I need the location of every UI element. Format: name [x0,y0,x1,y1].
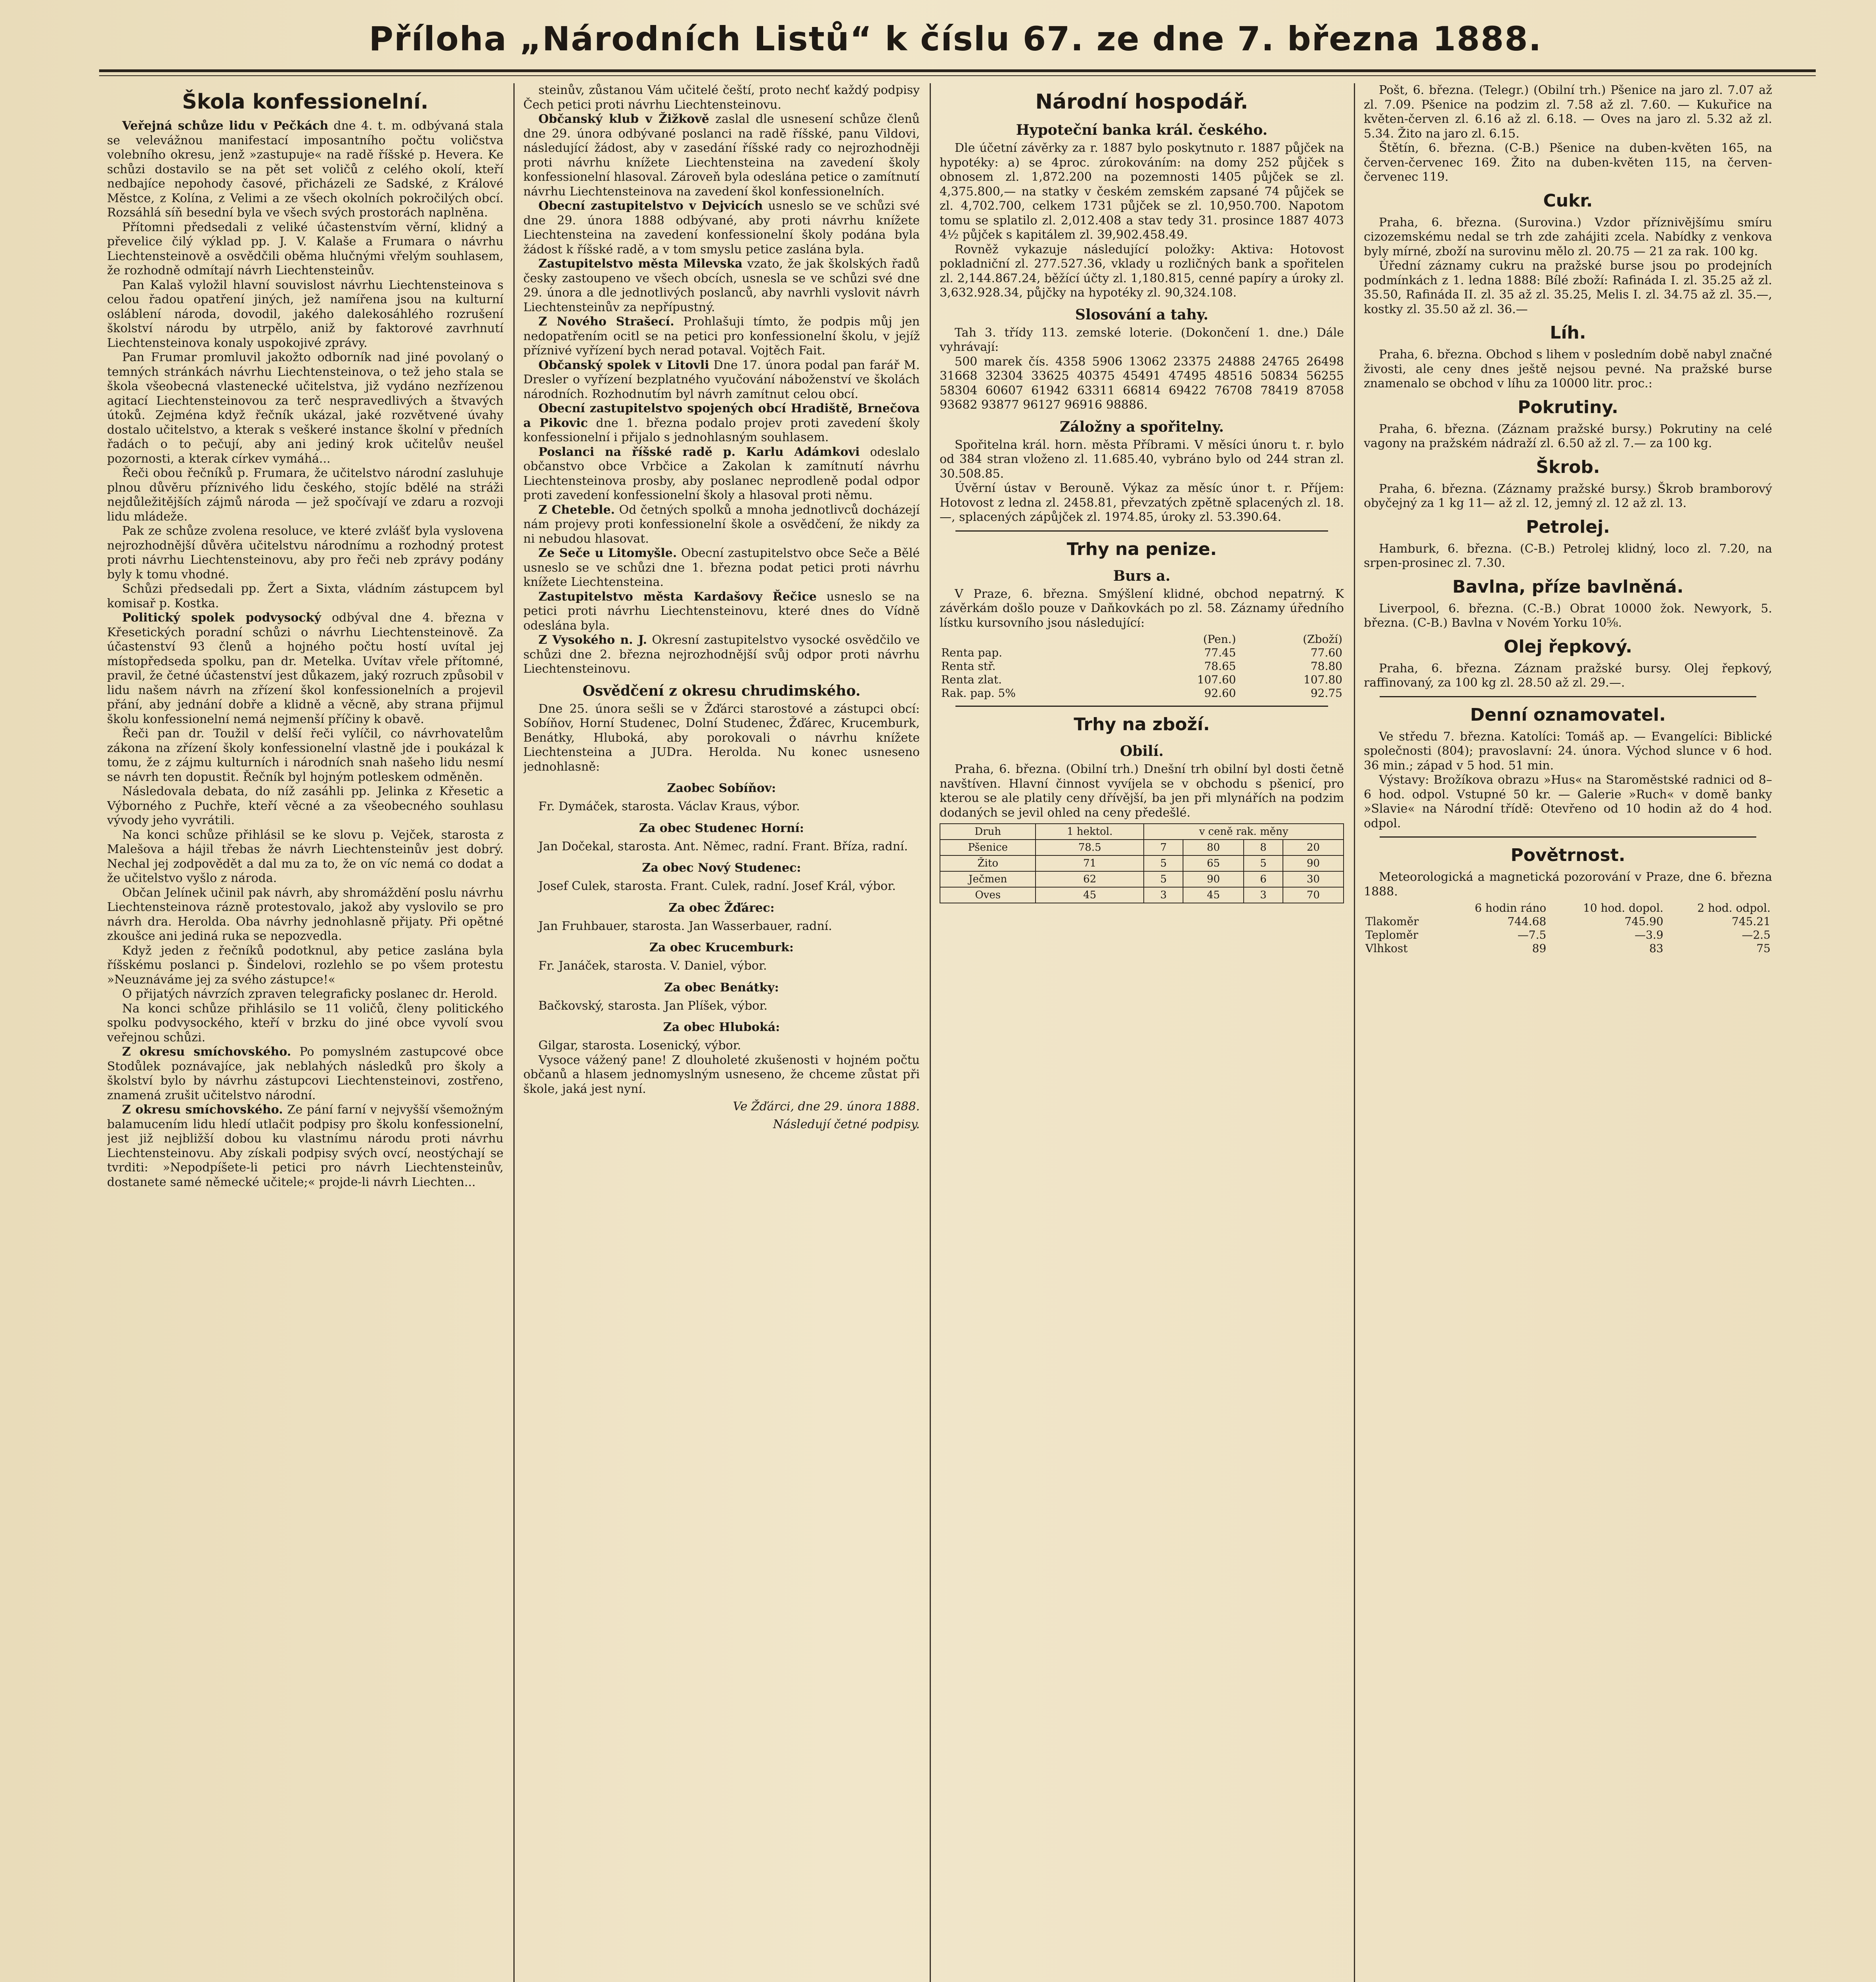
table-cell: 3 [1244,887,1283,903]
article-title: Škola konfessionelní. [182,90,429,114]
paragraph: O přijatých návrzích zpraven telegraficky poslanec dr. Herold. [122,987,498,1001]
paragraph [107,119,503,220]
table-cell: 5 [1144,871,1183,887]
paragraph: Praha, 6. března. (Záznam pražské bursy.) Pokrutiny na celé vagony na pražském nádraží zl. 6.50 až zl. 7.— za 100 kg. [1364,422,1772,450]
signatory-heading: Zaobec Sobíňov: [667,781,776,795]
table-row [1364,928,1772,942]
signatory-heading: Za obec Žďárec: [668,901,775,915]
table-header: Druh [940,824,1036,840]
table-row [1364,915,1772,928]
text: odbýval dne 4. března v Křesetických poradní schůzi o návrhu Liechtensteinově. Za účastenství 93 členů a hojného počtu hostí uvítal jej místopředseda spolku, pan dr. Metelka. Uvítav vřele přítomné, pravil, že četné účastenství jest důkazem, jaký rozruch způsobil v lidu našem návrh na zřízení škol konfessionelních a projevil přání, aby jednání dobře a klidně a věcně, aby strana přijmul školu konfessionelní nemá nejmenší příčiny k obavě. [107,611,503,726]
paragraph: V Praze, 6. března. Smýšlení klidné, obchod nepatrný. K závěrkám došlo pouze v Daňkovkách po zl. 58. Záznamy úředního lístku kursovního jsou následující: [940,587,1344,630]
column-3 [940,83,1344,1982]
signatory-heading: Za obec Benátky: [664,980,779,995]
subsection-title: Obilí. [1120,743,1164,760]
table-cell: 90 [1283,855,1344,871]
paragraph: Řeči obou řečníků p. Frumara, že učitelstvo národní zasluhuje plnou důvěru příznivého lidu českého, stojíc bdělé na stráži nejdůležitějších zájmů národa — jež spočívají ve zdaru a rozvoji lidu mládeže. [107,466,503,524]
section-rule [1380,696,1756,697]
table-cell: 745.21 [1732,915,1771,928]
table-cell: —2.5 [1742,928,1771,941]
table-row [940,840,1344,855]
text: dne 4. t. m. odbývaná stala se velevážnou manifestací imposantního počtu voličstva volebního okresu, jenž »zastupuje« na radě říšské p. Hevera. Ke schůzi dostavilo se na pět set voličů z celého okolí, kteří nedbajíce nepohody časové, přicházeli ze Sadské, z Králové Městce, z Kolína, z Velimi a ze všech okolních pokročilých obcí. Rozsáhlá síň besední byla ve všech svých prostorách naplněna. [107,119,503,220]
table-row [940,855,1344,871]
table-cell: Žito [940,855,1036,871]
section-lead: Zastupitelstvo města Kardašovy Řečice [538,589,817,604]
signatures-note: Následují četné podpisy. [773,1117,920,1131]
paragraph [523,358,920,402]
lead-in: Veřejná schůze lidu v Pečkách [122,119,329,133]
table-cell: Renta zlat. [941,673,1002,686]
column-divider [513,83,515,1982]
table-header-row [940,633,1344,646]
table-row [940,687,1344,700]
table-cell: Pšenice [940,840,1036,855]
section-title: Trhy na penize. [1066,539,1217,559]
table-cell: 71 [1036,855,1144,871]
paragraph: Praha, 6. března. (Obilní trh.) Dnešní trh obilní byl dosti četně navštíven. Hlavní činnost vyvíjela se v obchodu s pšenicí, pro kterou se ale platily ceny dřívější, ba jen při mlynářích na podzim dodaných se jevil ohled na ceny předešlé. [940,762,1344,820]
paragraph [523,112,920,199]
section-lead: Obecní zastupitelstvo spojených obcí Hradiště, Brnečova a Pikovic [523,402,920,430]
table-header: 10 hod. dopol. [1583,901,1664,914]
paragraph [523,199,920,257]
table-cell: 90 [1183,871,1244,887]
table-cell: 6 [1244,871,1283,887]
section-lead: Zastupitelstvo města Milevska [538,257,743,271]
paragraph: steinův, zůstanou Vám učitelé čeští, proto nechť každý podpisy Čech petici proti návrhu Liechtensteinovu. [523,83,920,112]
table-cell: 107.60 [1197,673,1236,686]
text: usneslo se ve schůzi své dne 29. února 1888 odbývané, aby proti návrhu knížete Liechtensteina na zavedení konfessionelní školy podána byla žádost k říšské radě, a v tom smyslu petice zaslána byla. [523,199,920,256]
table-cell: Vlhkost [1365,942,1408,955]
table-row [940,646,1344,660]
section-title: Povětrnost. [1510,845,1625,865]
paragraph: Občan Jelínek učinil pak návrh, aby shromáždění poslu návrhu Liechtensteinova rázně protestovalo, jakož aby vyslovilo se pro návrh dra. Herolda. Oba návrhy jednohlasně přijaty. Při opětné zkoušce ani jediná ruka se nepozvedla. [107,886,503,943]
paragraph [523,590,920,633]
signatory-heading: Za obec Nový Studenec: [642,861,801,875]
paragraph: Schůzi předsedali pp. Žert a Sixta, vládním zástupcem byl komisař p. Kostka. [107,582,503,610]
table-cell: 744.68 [1507,915,1547,928]
subsection-title: Slosování a tahy. [1075,306,1208,323]
paragraph [523,402,920,445]
column-4 [1364,83,1772,1982]
paragraph: Když jeden z řečníků podotknul, aby petice zaslána byla říšskému poslanci p. Šindelovi, rozlehlo se po všem protestu »Neuznáváme jej za svého zástupce!« [107,943,503,987]
section-rule [955,706,1328,707]
table-header-row [940,824,1344,840]
paragraph: Tah 3. třídy 113. zemské loterie. (Dokončení 1. dne.) Dále vyhrávají: [940,325,1344,354]
table-cell: 92.60 [1204,687,1236,700]
table-cell: 70 [1283,887,1344,903]
table-cell: 77.60 [1310,646,1342,659]
signatory: Bačkovský, starosta. Jan Plíšek, výbor. [538,999,768,1013]
table-cell: Oves [940,887,1036,903]
paragraph: Dle účetní závěrky za r. 1887 bylo poskytnuto r. 1887 půjček na hypotéky: a) se 4proc. zúrokováním: na domy 252 půjček s obnosem zl. 1,872.200 na pozemnosti 1405 půjček se zl. 4,375.800,— na statky v českém zemském zapsané 74 půjček se zl. 4,702.700, celkem 1731 půjček se zl. 10,950.700. Napotom tomu se splatilo zl. 2,012.408 a stav tedy 31. prosince 1887 4073 4⅟₂ půjček s kapitálem zl. 39,902.458.49. [940,141,1344,242]
text: dne 1. března podalo projev proti zavedení školy konfessionelní i přijalo s jednohlasným souhlasem. [523,416,920,444]
text: Po pomyslném zastupcové obce Stodůlek poznávajíce, jak neblahých následků pro školy a školství bylo by návrhu zástupcovi Liechtensteinovi, zostřeno, znamená zrušit učitelstvo národní. [107,1045,503,1102]
subsection-title: Hypoteční banka král. českého. [1016,122,1268,138]
table-row [940,673,1344,687]
table-header: (Zboží) [1303,633,1342,646]
paragraph: Meteorologická a magnetická pozorování v Praze, dne 6. března 1888. [1364,870,1772,899]
table-cell: 65 [1183,855,1244,871]
column-2 [523,83,920,1982]
paragraph: Úvěrní ústav v Berouně. Výkaz za měsíc únor t. r. Příjem: Hotovost z ledna zl. 2458.81, převzatých zpětně splacených zl. 18.—, splacených zápůjček zl. 1974.85, úroky zl. 53.390.64. [940,481,1344,524]
signatory: Fr. Janáček, starosta. V. Daniel, výbor. [538,959,767,973]
signatory-heading: Za obec Hluboká: [663,1020,780,1034]
table-row [940,887,1344,903]
paragraph: Na konci schůze přihlásil se ke slovu p. Vejček, starosta z Malešova a hájil třebas že návrh Liechtensteinův jest dobrý. Nechal jej zodpovědět a dal mu za to, že on víc nemá co dodat a že učitelstvo vyšlo z národa. [107,828,503,885]
table-cell: 77.45 [1204,646,1236,659]
table-cell: Tlakoměr [1365,915,1419,928]
text: Ze pání farní v nejvyšší všemožným balamucením lidu hledí utlačit podpisy pro školu konfessionelní, jest již nejbližší dobou ku vlastnímu národu proti návrhu Liechtensteinovu. Aby získali podpisy svých ovcí, neostýchají se tvrditi: »Nepodpíšete-li petici pro návrh Liechtensteinův, dostanete samé německé učitele;« projde-li návrh Liechten... [107,1103,503,1189]
table-header: (Pen.) [1203,633,1236,646]
paragraph [523,503,920,547]
paragraph: Pak ze schůze zvolena resoluce, ve které zvlášť byla vyslovena nejrozhodnější důvěra učitelstvu národnímu a rozhodný protest proti návrhu Liechtensteinovu, aby pro řeči neb zprávy podány byly k tomu vhodné. [107,524,503,582]
table-header: 1 hektol. [1036,824,1144,840]
section-lead: Občanský klub v Žižkově [538,112,709,126]
table-cell: 92.75 [1310,687,1342,700]
text: Dne 17. února podal pan farář M. Dresler o vyřízení bezplatného vyučování náboženství ve školách národních. Rozhodnutím byl návrh zamítnut celou obcí. [523,358,920,401]
section-title: Petrolej. [1526,517,1610,537]
masthead-rule-thin [99,75,1816,76]
table-cell: 3 [1144,887,1183,903]
paragraph: Na konci schůze přihlásilo se 11 voličů, členy politického spolku podvysockého, kteří v brzku do jiné obce vyvolí svou veřejnou schůzi. [107,1001,503,1045]
paragraph: Praha, 6. března. Záznam pražské bursy. Olej řepkový, raffinovaný, za 100 kg zl. 28.50 až zl. 29.—. [1364,661,1772,690]
section-title: Národní hospodář. [1035,90,1248,114]
signatory: Fr. Dymáček, starosta. Václav Kraus, výbor. [538,800,800,813]
section-title: Denní oznamovatel. [1470,704,1666,725]
table-header [1364,901,1443,915]
table-cell: Teploměr [1365,928,1418,941]
paragraph: Vysoce vážený pane! Z dlouholeté zkušenosti v hojném počtu občanů a hlasem jednomyslným usneseno, že chceme zůstat při škole, jaká jest nyní. [523,1053,920,1096]
subsection-title: Burs a. [1113,567,1171,584]
signatory: Jan Fruhbauer, starosta. Jan Wasserbauer, radní. [538,919,832,933]
section-heading: Osvědčení z okresu chrudimského. [582,682,861,699]
paragraph: Přítomni předsedali z veliké účastenstvím věrní, klidný a převelice čilý výklad pp. J. V. Kalaše a Frumara o návrhu Liechtensteinově a osvědčili oběma hlučnými vřelým souhlasem, že rozhodně odmítají návrh Liechtensteinův. [107,220,503,277]
paragraph: Úřední záznamy cukru na pražské burse jsou po prodejních podmínkách z 1. ledna 1888: Bílé zboží: Rafináda I. zl. 35.25 až zl. 35.50, Rafináda II. zl. 35 až zl. 35.25, Melis I. zl. 34.75 až zl. 35.—, kostky zl. 35.50 až zl. 36.— [1364,259,1772,316]
table-cell: 83 [1649,942,1664,955]
table-cell: Renta pap. [941,646,1002,659]
section-lead: Z Nového Strašecí. [538,315,674,329]
section-lead: Z okresu smíchovského. [122,1103,283,1117]
paragraph: Řeči pan dr. Toužil v delší řeči vylíčil, co návrhovatelům zákona na zřízení školy konfessionelní vlastně jde i poukázal k tomu, že z zájmu kulturních i národních snah našeho lidu nesmí se návrh ten dopustit. Řečník byl hojným potleskem odměněn. [107,727,503,784]
signatory-heading: Za obec Studenec Horní: [639,821,804,835]
text: Okresní zastupitelstvo vysocké osvědčilo ve schůzi dne 2. března nejrozhodnější svůj odpor proti návrhu Liechtensteinovu. [523,633,920,676]
table-cell: 5 [1244,855,1283,871]
table-cell: 745.90 [1624,915,1664,928]
exchange-table [940,633,1344,700]
column-divider [1354,83,1355,1982]
table-header: 6 hodin ráno [1474,901,1547,914]
paragraph: Rovněž vykazuje následující položky: Aktiva: Hotovost pokladniční zl. 277.527.36, vklady u rozličných bank a spořitelen zl. 2,144.867.24, běžící účty zl. 1,180.815, cenné papíry a úroky zl. 3,632.928.34, půjčky na hypotéky zl. 90,324.108. [940,242,1344,300]
section-title: Bavlna, příze bavlněná. [1452,576,1684,597]
section-lead: Z okresu smíchovského. [122,1045,291,1059]
table-header-row [1364,901,1772,915]
section-rule [955,530,1328,532]
section-lead: Ze Seče u Litomyšle. [538,546,677,560]
table-row [1364,942,1772,955]
table-header [940,633,1133,646]
table-cell: 45 [1036,887,1144,903]
text: vzato, že jak školských řadů česky zastoupeno ve všech obcích, usnesla se ve schůzi své dne 29. února a dle jednotlivých poslanců, aby navrhli vyslovit návrh Liechtensteinův za nepřípustný. [523,257,920,314]
table-cell: 45 [1183,887,1244,903]
section-title: Škrob. [1536,457,1600,477]
paragraph: Pan Kalaš vyložil hlavní souvislost návrhu Liechtensteinova s celou řadou opatření jiných, jež namířena jsou na kulturní osláblení národa, dovodil, jakého dalekosáhlého rozrušení školství národu by utrpělo, aniž by faktorové zavrhnutí Liechtensteinova konaly uspokojivé zprávy. [107,278,503,350]
grain-price-table [940,823,1344,903]
paragraph: Praha, 6. března. (Surovina.) Vzdor příznivějšímu smíru cizozemskému nedal se trh zde zahájiti zcela. Nabídky z venkova byly mírné, zboží na surovinu mělo zl. 20.75 — 21 za rak. 100 kg. [1364,215,1772,258]
table-cell: 107.80 [1304,673,1342,686]
paragraph: Následovala debata, do níž zasáhli pp. Jelinka z Křesetic a Výborného z Puchře, kteří věcné a za všeobecného souhlasu vývody jeho vyvrátili. [107,784,503,827]
paragraph [523,445,920,503]
section-lead: Z Vysokého n. J. [538,633,647,647]
table-cell: 78.65 [1204,660,1236,673]
table-cell: 89 [1532,942,1547,955]
signatory: Josef Culek, starosta. Frant. Culek, radní. Josef Král, výbor. [538,879,896,893]
text: Prohlašuji tímto, že podpis můj jen nedopatřením ocitl se na petici pro konfessionelní školu, v jejíž příznivé vyřízení bych nerad potaval. Vojtěch Fait. [523,315,920,358]
table-cell: 80 [1183,840,1244,855]
signatory-heading: Za obec Krucemburk: [649,941,794,955]
paragraph: Výstavy: Brožíkova obrazu »Hus« na Staroměstské radnici od 8–6 hod. odpol. Vstupné 50 kr. — Galerie »Ruch« v domě banky »Slavie« na Národní třídě: Otevřeno od 10 hodin až do 4 hod. odpol. [1364,773,1772,830]
paragraph: Pan Frumar promluvil jakožto odborník nad jiné povolaný o temných stránkách návrhu Liechtensteinova, o tež jeho stala se škola všeobecná vlastenecké učitelstva, již vydáno nezřízenou agitací Liechtensteinovou za terč nespravedlivých a štvavých útoků. Zejména když řečník ukázal, jaké rozvětvené úvahy dostalo učitelstvo, a kterak s veškeré instance školní v předních řadách o to pečují, aby ani jediný krok učitelův neušel pozornosti, a kterak církev vymáhá... [107,350,503,466]
text: Od četných spolků a mnoha jednotlivců docházejí nám projevy proti konfessionelní škole a osvědčení, že nikdy za ni nebudou hlasovat. [523,503,920,546]
section-lead: Z Cheteble. [538,503,615,517]
table-cell: Ječmen [940,871,1036,887]
table-cell: —3.9 [1635,928,1664,941]
masthead-rule [99,69,1816,72]
signatory: Gilgar, starosta. Losenický, výbor. [538,1039,741,1052]
masthead: Příloha „Národních Listů“ k číslu 67. ze dne 7. března 1888. [369,19,1542,58]
section-lead: Občanský spolek v Litovli [538,358,709,372]
dateline: Ve Žďárci, dne 29. února 1888. [733,1100,920,1113]
paragraph: Praha, 6. března. (Záznamy pražské bursy.) Škrob bramborový obyčejný za 1 kg 11— až zl. 12, jemný zl. 12 až zl. 13. [1364,482,1772,510]
paragraph [107,1045,503,1103]
table-row [940,871,1344,887]
text: Obecní zastupitelstvo obce Seče a Bělé usneslo se ve schůzi dne 1. března podat petici proti návrhu knížete Liechtensteina. [523,546,920,589]
paragraph: Praha, 6. března. Obchod s lihem v posledním době nabyl značné živosti, ale ceny dnes ještě nejsou pevné. Na pražské burse znamenalo se obchod v líhu za 10000 litr. proc.: [1364,348,1772,390]
table-row [940,660,1344,673]
paragraph [523,257,920,315]
signatory: Jan Dočekal, starosta. Ant. Němec, radní. Frant. Bříza, radní. [538,839,908,853]
table-cell: Renta stř. [941,660,996,673]
paragraph [107,611,503,727]
table-cell: 75 [1756,942,1771,955]
section-title: Olej řepkový. [1503,636,1633,657]
column-divider [930,83,931,1982]
column-1 [107,83,503,1982]
lottery-numbers: 500 marek čís. 4358 5906 13062 23375 24888 24765 26498 31668 32304 33625 40375 45491 47495 48516 50834 56255 58304 60607 61942 63311 66814 69422 76708 78419 87058 93682 93877 96127 96916 98886. [940,354,1344,412]
table-cell: 5 [1144,855,1183,871]
paragraph [523,315,920,358]
paragraph: Ve středu 7. března. Katolíci: Tomáš ap. — Evangelíci: Biblické společnosti (804); pravoslavní: 24. února. Východ slunce v 6 hod. 36 min.; západ v 5 hod. 51 min. [1364,729,1772,773]
table-cell: 8 [1244,840,1283,855]
table-header: v ceně rak. měny [1144,824,1344,840]
section-lead: Politický spolek podvysocký [122,611,321,625]
section-title: Cukr. [1543,190,1593,211]
table-cell: 30 [1283,871,1344,887]
text: usneslo se na petici proti návrhu Liechtensteinovu, které dnes do Vídně odeslána byla. [523,589,920,633]
paragraph: Štětín, 6. března. (C-B.) Pšenice na duben-květen 165, na červen-červenec 169. Žito na duben-květen 115, na červen-červenec 119. [1364,141,1772,184]
section-title: Trhy na zboží. [1074,714,1210,735]
table-cell: 78.5 [1036,840,1144,855]
table-cell: 62 [1036,871,1144,887]
section-title: Pokrutiny. [1518,397,1618,417]
table-header: 2 hod. odpol. [1697,901,1771,914]
subsection-title: Záložny a spořitelny. [1059,418,1224,435]
section-rule [1380,836,1756,838]
table-cell: 78.80 [1310,660,1342,673]
paragraph [107,1103,503,1190]
table-cell: 7 [1144,840,1183,855]
table-cell: 20 [1283,840,1344,855]
paragraph [523,546,920,590]
section-lead: Poslanci na říšské radě p. Karlu Adámkovi [538,445,860,459]
paragraph: Spořitelna král. horn. města Příbrami. V měsíci únoru t. r. bylo od 384 stran vloženo zl. 11.685.40, vybráno bylo od 244 stran zl. 30.508.85. [940,438,1344,481]
text: zaslal dle usnesení schůze členů dne 29. února odbývané poslanci na radě říšské, panu Vildovi, následující žádost, aby v zasedání říšské rady co nejrozhodněji proti návrhu knížete Liechtensteina na zavedení školy konfessionelní hlasoval. Zároveň byla odeslána petice o zamítnutí návrhu Liechtensteinova na zavedení škol konfessionelních. [523,112,920,199]
text: odeslalo občanstvo obce Vrbčice a Zakolan k zamítnutí návrhu Liechtensteinova prosby, aby poslanec neprodleně podal odpor proti zavedení konfessionelní školy a hlasoval proti němu. [523,445,920,502]
paragraph: Dne 25. února sešli se v Žďárci starostové a zástupci obcí: Sobíňov, Horní Studenec, Dolní Studenec, Žďárec, Krucemburk, Benátky, Hluboká, aby porokovali o návrhu knížete Liechtensteina a JUDra. Herolda. Nu konec usneseno jednohlasně: [523,702,920,774]
section-title: Líh. [1550,323,1586,343]
table-cell: —7.5 [1517,928,1547,941]
weather-table [1364,901,1772,955]
paragraph: Hamburk, 6. března. (C-B.) Petrolej klidný, loco zl. 7.20, na srpen-prosinec zl. 7.30. [1364,541,1772,570]
table-cell: Rak. pap. 5% [941,687,1016,700]
paragraph: Liverpool, 6. března. (C.-B.) Obrat 10000 žok. Newyork, 5. března. (C-B.) Bavlna v Novém Yorku 10⅝. [1364,601,1772,630]
section-lead: Obecní zastupitelstvo v Dejvicích [538,199,763,213]
paragraph [523,633,920,677]
paragraph: Pošt, 6. března. (Telegr.) (Obilní trh.) Pšenice na jaro zl. 7.07 až zl. 7.09. Pšenice na podzim zl. 7.58 až zl. 7.60. — Kukuřice na květen-červen zl. 6.16 až zl. 6.18. — Oves na jaro zl. 5.32 až zl. 5.34. Žito na jaro zl. 6.15. [1364,83,1772,141]
